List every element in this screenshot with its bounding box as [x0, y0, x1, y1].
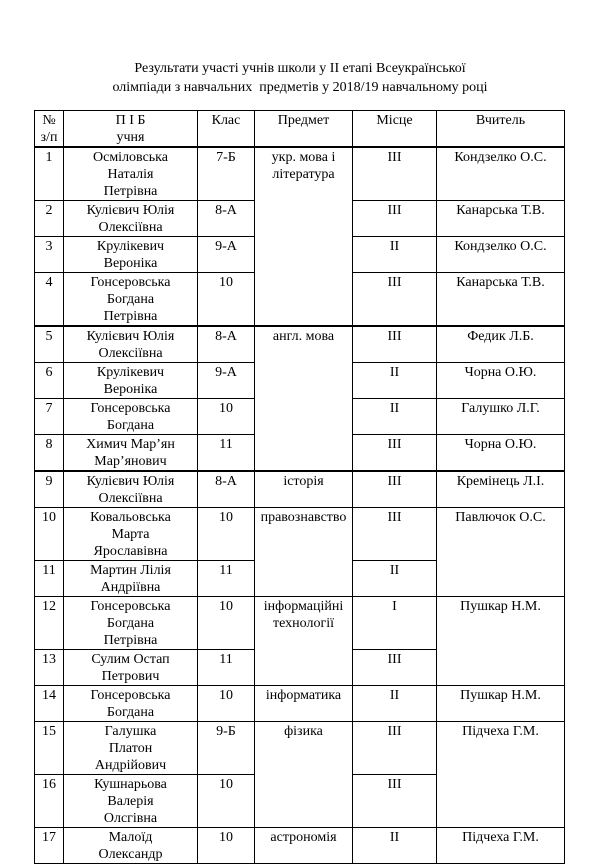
place: ІІІ — [353, 722, 437, 775]
student-class: 10 — [198, 775, 255, 828]
student-class: 11 — [198, 561, 255, 597]
student-class: 11 — [198, 435, 255, 472]
title-line-1: Результати участі учнів школи у ІІ етапі Всеукраїнської — [134, 61, 466, 76]
place: ІІІ — [353, 471, 437, 508]
row-num: 10 — [35, 508, 64, 561]
student-class: 9-А — [198, 363, 255, 399]
place: ІІІ — [353, 147, 437, 201]
place: ІІІ — [353, 650, 437, 686]
subject-cell: фізика — [255, 722, 353, 828]
row-num: 12 — [35, 597, 64, 650]
student-name: Гонсеровська Богдана — [64, 399, 198, 435]
place: ІІІ — [353, 435, 437, 472]
student-class: 10 — [198, 508, 255, 561]
student-class: 10 — [198, 399, 255, 435]
student-class: 10 — [198, 273, 255, 327]
teacher: Федик Л.Б. — [437, 326, 565, 363]
title-line-2: олімпіади з навчальних предметів у 2018/19 навчальному році — [112, 80, 488, 95]
row-num: 16 — [35, 775, 64, 828]
row-num: 17 — [35, 828, 64, 864]
subject-cell: укр. мова і література — [255, 147, 353, 326]
table-row — [35, 686, 565, 722]
header-name: П І Б учня — [64, 111, 198, 148]
student-class: 10 — [198, 828, 255, 864]
place: І — [353, 597, 437, 650]
table-row — [35, 471, 565, 508]
table-row — [35, 508, 565, 561]
teacher: Підчеха Г.М. — [437, 722, 565, 828]
place: ІІ — [353, 828, 437, 864]
student-class: 9-А — [198, 237, 255, 273]
student-class: 8-А — [198, 326, 255, 363]
row-num: 13 — [35, 650, 64, 686]
row-num: 1 — [35, 147, 64, 201]
place: ІІІ — [353, 201, 437, 237]
student-name: Гонсеровська Богдана — [64, 686, 198, 722]
student-class: 8-А — [198, 471, 255, 508]
teacher: Канарська Т.В. — [437, 201, 565, 237]
table-row — [35, 828, 565, 864]
row-num: 8 — [35, 435, 64, 472]
header-teacher: Вчитель — [437, 111, 565, 148]
row-num: 2 — [35, 201, 64, 237]
student-name: Кушнарьова Валерія Олсгівна — [64, 775, 198, 828]
student-class: 11 — [198, 650, 255, 686]
row-num: 14 — [35, 686, 64, 722]
student-name: Малоїд Олександр — [64, 828, 198, 864]
table-header — [35, 111, 565, 148]
teacher: Чорна О.Ю. — [437, 435, 565, 472]
place: ІІІ — [353, 508, 437, 561]
header-place: Місце — [353, 111, 437, 148]
results-table — [34, 110, 565, 864]
student-name: Кулієвич Юлія Олексіївна — [64, 471, 198, 508]
student-class: 10 — [198, 597, 255, 650]
header-num: № з/п — [35, 111, 64, 148]
student-name: Крулікевич Вероніка — [64, 237, 198, 273]
student-name: Кулієвич Юлія Олексіївна — [64, 201, 198, 237]
teacher: Галушко Л.Г. — [437, 399, 565, 435]
place: ІІ — [353, 237, 437, 273]
teacher: Чорна О.Ю. — [437, 363, 565, 399]
subject-cell: історія — [255, 471, 353, 508]
header-class: Клас — [198, 111, 255, 148]
subject-cell: інформаційні технології — [255, 597, 353, 686]
subject-cell: інформатика — [255, 686, 353, 722]
teacher: Пушкар Н.М. — [437, 597, 565, 686]
student-name: Крулікевич Вероніка — [64, 363, 198, 399]
row-num: 9 — [35, 471, 64, 508]
teacher: Павлючок О.С. — [437, 508, 565, 597]
teacher: Кремінець Л.І. — [437, 471, 565, 508]
student-class: 9-Б — [198, 722, 255, 775]
student-class: 7-Б — [198, 147, 255, 201]
student-class: 8-А — [198, 201, 255, 237]
student-name: Гонсеровська Богдана Петрівна — [64, 597, 198, 650]
header-subject: Предмет — [255, 111, 353, 148]
row-num: 6 — [35, 363, 64, 399]
place: ІІ — [353, 399, 437, 435]
student-name: Кулієвич Юлія Олексіївна — [64, 326, 198, 363]
place: ІІІ — [353, 273, 437, 327]
place: ІІ — [353, 363, 437, 399]
subject-cell: англ. мова — [255, 326, 353, 471]
teacher: Кондзелко О.С. — [437, 147, 565, 201]
place: ІІ — [353, 686, 437, 722]
teacher: Канарська Т.В. — [437, 273, 565, 327]
row-num: 7 — [35, 399, 64, 435]
student-name: Химич Мар’ян Мар’янович — [64, 435, 198, 472]
teacher: Кондзелко О.С. — [437, 237, 565, 273]
place: ІІІ — [353, 326, 437, 363]
place: ІІ — [353, 561, 437, 597]
place: ІІІ — [353, 775, 437, 828]
table-row — [35, 147, 565, 201]
header-row — [35, 111, 565, 148]
student-class: 10 — [198, 686, 255, 722]
table-row — [35, 722, 565, 775]
table-body — [35, 147, 565, 864]
row-num: 15 — [35, 722, 64, 775]
student-name: Сулим Остап Петрович — [64, 650, 198, 686]
subject-cell: астрономія — [255, 828, 353, 864]
student-name: Мартин Лілія Андріївна — [64, 561, 198, 597]
teacher: Підчеха Г.М. — [437, 828, 565, 864]
subject-cell: правознавство — [255, 508, 353, 597]
table-row — [35, 326, 565, 363]
row-num: 3 — [35, 237, 64, 273]
student-name: Галушка Платон Андрійович — [64, 722, 198, 775]
student-name: Осміловська Наталія Петрівна — [64, 147, 198, 201]
table-row — [35, 597, 565, 650]
student-name: Гонсеровська Богдана Петрівна — [64, 273, 198, 327]
student-name: Ковальовська Марта Ярославівна — [64, 508, 198, 561]
row-num: 4 — [35, 273, 64, 327]
row-num: 11 — [35, 561, 64, 597]
document-title — [0, 59, 600, 97]
teacher: Пушкар Н.М. — [437, 686, 565, 722]
row-num: 5 — [35, 326, 64, 363]
